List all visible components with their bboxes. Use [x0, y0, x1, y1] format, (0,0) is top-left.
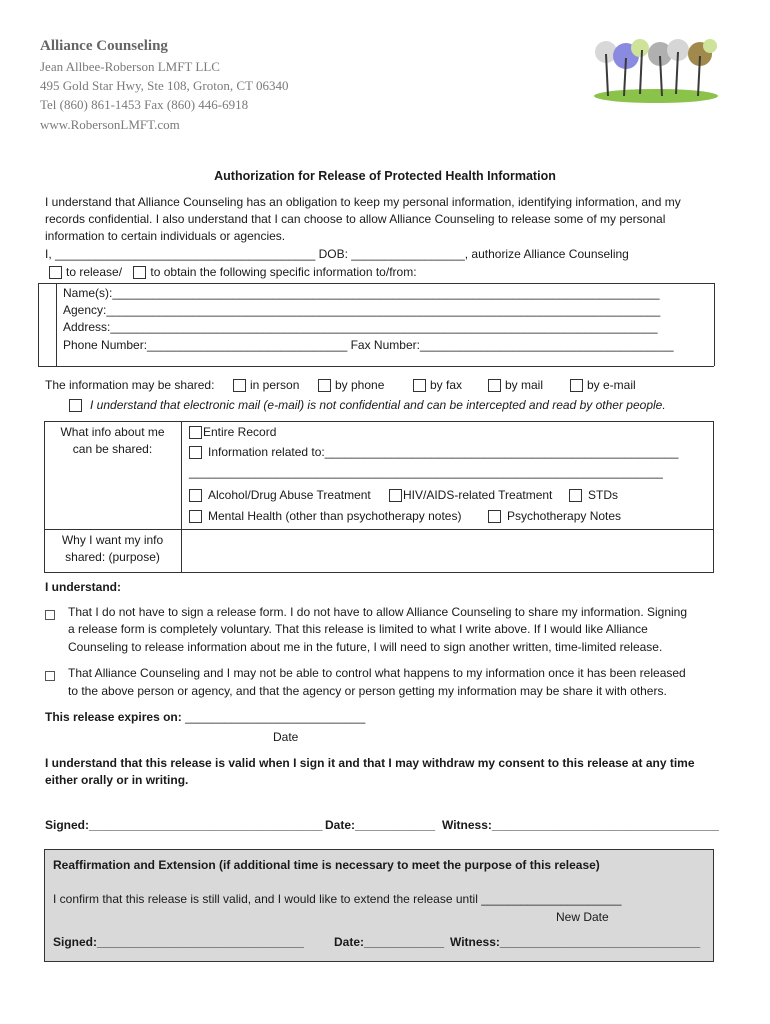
- understand-1-line-2: a release form is completely voluntary. That this release is limited to what I write above. If I would like Alliance: [68, 622, 648, 636]
- understand-1-line-1: That I do not have to sign a release form. I do not have to allow Alliance Counseling to share my information. Signing: [68, 605, 688, 619]
- email-notice-text: I understand that electronic mail (e-mail) is not confidential and can be intercepted and read by other people.: [90, 398, 666, 412]
- practice-name: Jean Allbee-Roberson LMFT LLC: [40, 59, 220, 74]
- why-label-2: shared: (purpose): [65, 550, 160, 564]
- email-notice-checkbox[interactable]: [69, 399, 82, 412]
- reaffirm-new-date-caption: New Date: [556, 910, 609, 924]
- expires-date-caption: Date: [273, 730, 299, 744]
- by-email-checkbox[interactable]: [570, 379, 583, 392]
- mental-health-checkbox[interactable]: [189, 510, 202, 523]
- release-to-checkbox[interactable]: [49, 266, 62, 279]
- intro-line-2: records confidential. I also understand that I can choose to allow Alliance Counseling to release some of my personal: [45, 212, 666, 226]
- practice-website[interactable]: www.RobersonLMFT.com: [40, 117, 180, 132]
- related-to-checkbox[interactable]: [189, 446, 202, 459]
- obtain-from-checkbox[interactable]: [133, 266, 146, 279]
- what-info-label-2: can be shared:: [72, 442, 153, 456]
- obtain-from-label: to obtain the following specific information to/from:: [150, 265, 417, 279]
- witness-field[interactable]: Witness:__________________________________: [442, 818, 719, 832]
- mental-health-label: Mental Health (other than psychotherapy notes): [208, 509, 462, 523]
- intro-line-1: I understand that Alliance Counseling has an obligation to keep my personal information, identifying information, and my: [45, 195, 681, 209]
- practice-phone: Tel (860) 861-1453 Fax (860) 446-6918: [40, 97, 249, 112]
- stds-option: [569, 487, 618, 504]
- valid-statement-line-1: I understand that this release is valid when I sign it and that I may withdraw my consent to this release at any time: [45, 756, 695, 770]
- trees-logo-icon: [588, 34, 724, 106]
- share-in-person: [233, 377, 299, 394]
- practice-address: 495 Gold Star Hwy, Ste 108, Groton, CT 06340: [40, 78, 289, 93]
- release-to-label: to release/: [66, 265, 123, 279]
- name-dob-line[interactable]: I, _______________________________________ DOB: _________________, authorize Alliance Counseling: [45, 247, 629, 261]
- mental-health-option: [189, 508, 461, 525]
- understand-heading: I understand:: [45, 580, 122, 594]
- share-by-phone: [318, 377, 384, 394]
- hiv-checkbox[interactable]: [389, 489, 402, 502]
- psychotherapy-label: Psychotherapy Notes: [507, 509, 622, 523]
- alcohol-option: [189, 487, 371, 504]
- names-field[interactable]: Name(s):__________________________________________________________________________________: [63, 286, 660, 300]
- by-phone-checkbox[interactable]: [318, 379, 331, 392]
- valid-statement-line-2: either orally or in writing.: [45, 773, 189, 787]
- entire-record-checkbox[interactable]: [189, 426, 202, 439]
- email-notice-row: [69, 397, 666, 414]
- in-person-checkbox[interactable]: [233, 379, 246, 392]
- expires-date-field[interactable]: ___________________________: [185, 710, 366, 724]
- hiv-label: HIV/AIDS-related Treatment: [403, 488, 553, 502]
- related-to-field[interactable]: Information related to:_____________________________________________________: [208, 445, 679, 459]
- stds-checkbox[interactable]: [569, 489, 582, 502]
- understand-1-checkbox[interactable]: [45, 610, 55, 620]
- alcohol-label: Alcohol/Drug Abuse Treatment: [208, 488, 371, 502]
- entire-record-label: Entire Record: [203, 425, 277, 439]
- entire-record-option: [189, 424, 276, 441]
- release-direction-row: [49, 264, 417, 281]
- reaffirm-witness-field[interactable]: Witness:______________________________: [450, 935, 701, 949]
- share-by-mail: [488, 377, 543, 394]
- reaffirm-date-field[interactable]: Date:____________: [334, 935, 445, 949]
- intro-line-3: information to certain individuals or agencies.: [45, 229, 286, 243]
- why-label-1: Why I want my info: [61, 533, 164, 547]
- by-email-label: by e-mail: [587, 378, 636, 392]
- by-phone-label: by phone: [335, 378, 385, 392]
- understand-1-line-3: Counseling to release information about me in the future, I will need to sign another written, time-limited release.: [68, 640, 663, 654]
- reaffirm-signed-field[interactable]: Signed:_______________________________: [53, 935, 304, 949]
- by-fax-label: by fax: [430, 378, 463, 392]
- by-fax-checkbox[interactable]: [413, 379, 426, 392]
- share-by-fax: [413, 377, 462, 394]
- related-to-blank-line[interactable]: _______________________________________________________________________: [189, 465, 663, 479]
- form-title: Authorization for Release of Protected Health Information: [214, 169, 556, 183]
- expires-label: This release expires on:: [45, 710, 182, 724]
- related-to-option: [189, 444, 678, 461]
- phone-fax-field[interactable]: Phone Number:______________________________ Fax Number:______________________________________: [63, 338, 674, 352]
- alcohol-checkbox[interactable]: [189, 489, 202, 502]
- understand-bullet-2: [45, 667, 55, 685]
- understand-2-checkbox[interactable]: [45, 671, 55, 681]
- psychotherapy-checkbox[interactable]: [488, 510, 501, 523]
- expires-row: [45, 709, 365, 726]
- by-mail-label: by mail: [505, 378, 544, 392]
- address-field[interactable]: Address:__________________________________________________________________________________: [63, 320, 658, 334]
- understand-2-line-1: That Alliance Counseling and I may not be able to control what happens to my information once it has been released: [68, 666, 686, 680]
- org-name: Alliance Counseling: [40, 38, 168, 54]
- understand-2-line-2: to the above person or agency, and that the agency or person getting my information may be share it with others.: [68, 684, 667, 698]
- purpose-field[interactable]: [183, 531, 712, 571]
- psychotherapy-option: [488, 508, 621, 525]
- by-mail-checkbox[interactable]: [488, 379, 501, 392]
- understand-bullet-1: [45, 606, 55, 624]
- hiv-option: [389, 487, 552, 504]
- what-info-label-1: What info about me: [60, 425, 165, 439]
- shared-label: The information may be shared:: [45, 378, 215, 392]
- agency-field[interactable]: Agency:___________________________________________________________________________________: [63, 303, 661, 317]
- date-field[interactable]: Date:____________: [325, 818, 436, 832]
- stds-label: STDs: [588, 488, 618, 502]
- share-by-email: [570, 377, 636, 394]
- reaffirm-confirm-line[interactable]: I confirm that this release is still valid, and I would like to extend the release until _____________________: [53, 892, 622, 906]
- reaffirm-heading: Reaffirmation and Extension (if additional time is necessary to meet the purpose of this release): [53, 858, 600, 872]
- signed-field[interactable]: Signed:___________________________________: [45, 818, 323, 832]
- in-person-label: in person: [250, 378, 300, 392]
